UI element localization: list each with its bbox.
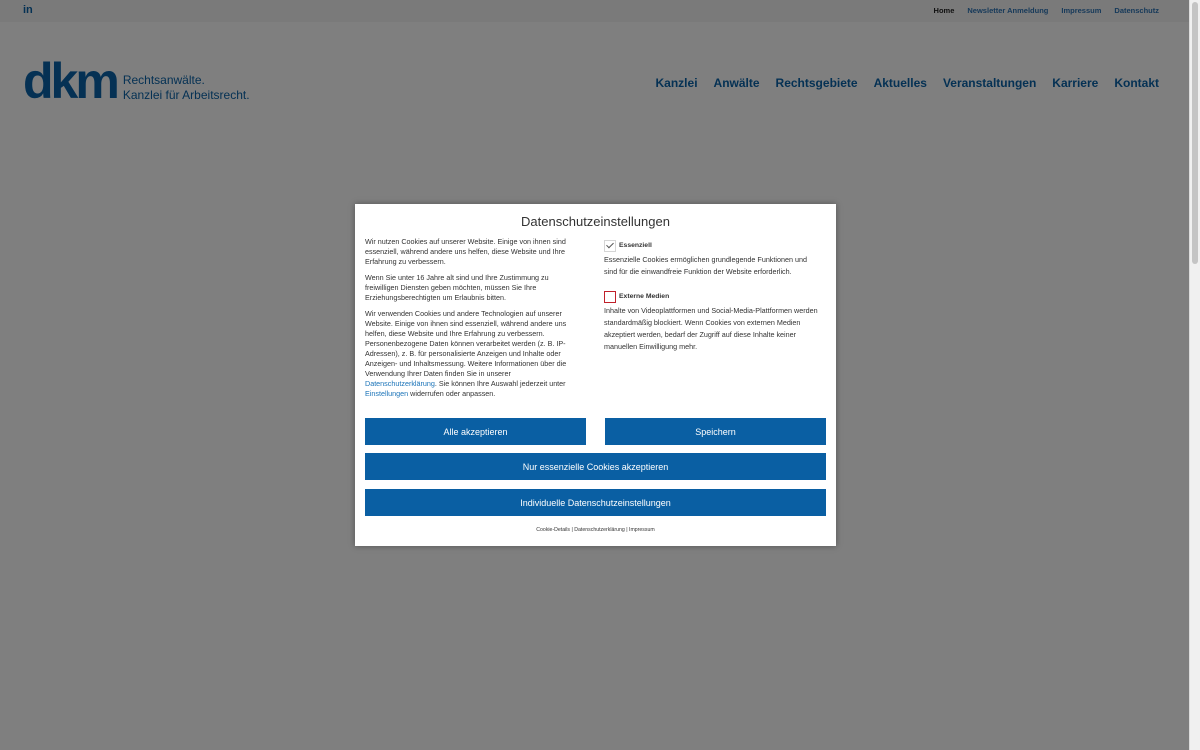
dialog-footer-links [355, 527, 836, 533]
essential-checkbox[interactable] [604, 240, 616, 252]
intro-p3-text-b: . Sie können Ihre Auswahl jederzeit unter [434, 379, 566, 388]
cookie-details-link[interactable]: Cookie-Details [536, 527, 571, 533]
dialog-intro-text [365, 237, 577, 405]
footer-separator-1: | [571, 527, 573, 533]
dialog-title: Datenschutzeinstellungen [521, 214, 670, 229]
footer-privacy-link[interactable]: Datenschutzerklärung [574, 527, 625, 533]
individual-settings-button[interactable]: Individuelle Datenschutzeinstellungen [365, 489, 826, 516]
footer-separator-2: | [626, 527, 628, 533]
essential-label: Essenziell [619, 242, 652, 249]
scrollbar-thumb[interactable] [1192, 2, 1198, 264]
intro-paragraph-1: Wir nutzen Cookies auf unserer Website. Einige von ihnen sind essenziell, während andere uns helfen, diese Website und Ihre Erfahrung zu verbessern. [365, 237, 566, 266]
accept-essential-button[interactable]: Nur essenzielle Cookies akzeptieren [365, 453, 826, 480]
external-media-checkbox[interactable] [604, 291, 616, 303]
external-media-label: Externe Medien [619, 293, 670, 300]
save-button[interactable]: Speichern [605, 418, 826, 445]
intro-p3-text-a: Wir verwenden Cookies und andere Technologien auf unserer Website. Einige von ihnen sind essenziell, während andere uns helfen, diese Website und Ihre Erfahrung zu verbessern. Personenbezogene Daten können verarbeitet werden (z. B. IP-Adressen), z. B. für personalisierte Anzeigen und Inhalte oder Anzeigen- und Inhaltsmessung. Weitere Informationen über die Verwendung Ihrer Daten finden Sie in unserer [365, 309, 567, 378]
category-essential[interactable] [604, 240, 819, 252]
intro-paragraph-3 [365, 309, 577, 399]
privacy-settings-dialog [355, 204, 836, 546]
external-media-description: Inhalte von Videoplattformen und Social-Media-Plattformen werden standardmäßig blockiert. Wenn Cookies von externen Medien akzeptiert werden, bedarf der Zugriff auf diese Inhalte keiner manuellen Einwilligung mehr. [604, 306, 818, 351]
settings-link[interactable]: Einstellungen [365, 389, 409, 398]
intro-p3-text-c: widerrufen oder anpassen. [408, 389, 496, 398]
cookie-categories [604, 240, 819, 366]
category-external-media[interactable] [604, 291, 819, 303]
intro-paragraph-2: Wenn Sie unter 16 Jahre alt sind und Ihre Zustimmung zu freiwilligen Diensten geben möchten, müssen Sie Ihre Erziehungsberechtigten um Erlaubnis bitten. [365, 273, 549, 302]
accept-all-button[interactable]: Alle akzeptieren [365, 418, 586, 445]
privacy-policy-link[interactable]: Datenschutzerklärung [365, 379, 435, 388]
page-scrollbar[interactable] [1189, 0, 1200, 750]
footer-imprint-link[interactable]: Impressum [629, 527, 655, 533]
essential-description: Essenzielle Cookies ermöglichen grundlegende Funktionen und sind für die einwandfreie Funktion der Website erforderlich. [604, 255, 807, 276]
